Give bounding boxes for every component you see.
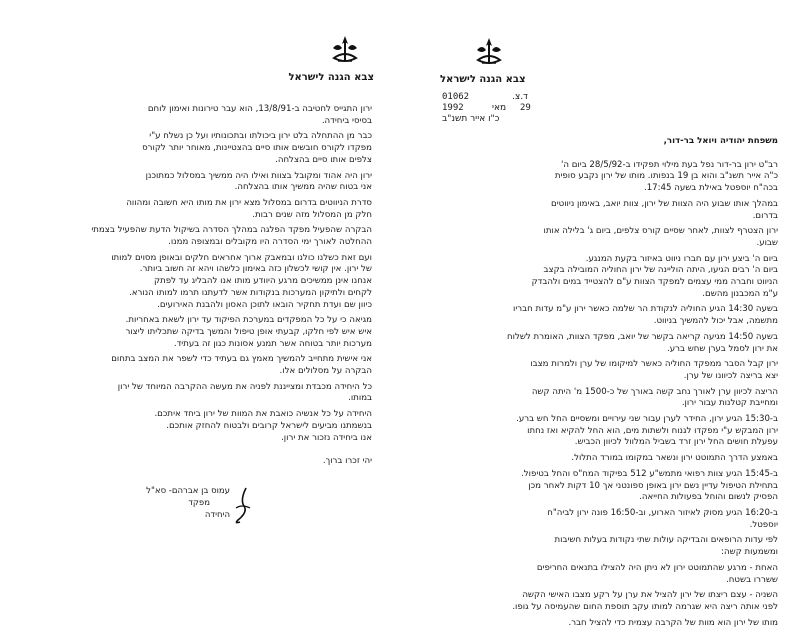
paragraph bbox=[432, 590, 778, 613]
text-line: כבר מן ההתחלה בלט ירון ביכולתו ובתכונותיו ועל כן נשלח ע"י bbox=[149, 131, 372, 142]
text-line: במותו. bbox=[348, 393, 372, 404]
text-line: בכה"ח יוספטל באילת בשעה 17:45. bbox=[643, 183, 778, 194]
text-line: ב-16:20 הגיע מסוק לאיזור הארוע, וב-16:50 פונה ירון לביה"ח bbox=[547, 507, 778, 518]
paragraph bbox=[432, 469, 778, 504]
salutation: משפחת יהודיה ויואל בר-דור, bbox=[663, 136, 778, 146]
text-line: בשעה 14:30 הגיע החוליה לנקודת הר שלמה כאשר ירון ע"מ עדות חבריו bbox=[513, 304, 778, 315]
text-line: ירון המבקש ע"י מפקדו לגנוח ולשתות מים, הוא החל להקיא ואז נחתו bbox=[527, 425, 778, 436]
paragraph bbox=[40, 253, 372, 312]
text-line: מתשמה, אבל יכול להמשיך בניווט. bbox=[653, 316, 778, 327]
text-line: ששררו בשטח. bbox=[726, 574, 778, 585]
text-line: ההחלטה לאורך ימי הסדרה היו מקובלים ובמצופה ממנו. bbox=[168, 237, 372, 248]
text-line: ב-15:45 הגיע צוות רפואי מתמש"ע 512 בפיקוד המח"ס והחל בטיפול. bbox=[521, 468, 778, 479]
text-line: רב"ט ירון בר-דור נפל בעת מילוי תפקידו ב-28/5/92 ביום ה' bbox=[561, 159, 778, 170]
text-line: אני בטוח שהיה ממשיך אותו בהצלחה. bbox=[234, 182, 372, 193]
text-line: במהלך אותו שבוע היה הצוות של ירון, צוות יואב, באימון ניווטים bbox=[551, 198, 778, 209]
letter-page-right bbox=[400, 0, 800, 628]
paragraph bbox=[432, 453, 778, 465]
text-line: ומחייבת קטלנות עבור ירון. bbox=[681, 398, 778, 409]
text-line: ע"מ המכבנון מהשם. bbox=[702, 288, 778, 299]
text-line: יוספטל. bbox=[749, 519, 778, 530]
paragraph bbox=[40, 171, 372, 194]
paragraph bbox=[432, 254, 778, 301]
paragraph bbox=[432, 359, 778, 382]
text-line: כ"ה אייר תשנ"ב והוא בן 19 בנפותו. מותו של ירון נקבע סופית bbox=[554, 171, 778, 182]
text-line: לפני אותה ריצה היא שגרמה למותו עקב תוספת החום שהעמיסה על גופו. bbox=[512, 601, 778, 612]
text-line: עפעלת חושים החל ירון זרד בשביל המלוול לכיוון הכביש. bbox=[574, 437, 778, 448]
text-line: מגיאה כי על כל המפקדים במערכת הפיקוד עד ירון לשאת באחריות. bbox=[125, 315, 372, 326]
paragraph bbox=[40, 382, 372, 405]
paragraph bbox=[432, 160, 778, 195]
text-line: היחידה על כל אנשיה כואבת את המוות של ירון ביחד איתכם. bbox=[154, 409, 372, 420]
idf-emblem-icon bbox=[330, 34, 360, 68]
text-line: ב-15:30 הגיע ירון, החידר לערן עבור שני עירויים ומשסיים החל חש ברע. bbox=[516, 414, 778, 425]
signature-block bbox=[146, 486, 230, 520]
text-line: ירון קבל הסבר ממפקד החוליה כאשר למיקומו של ערן ולמרות מצבו bbox=[530, 359, 778, 370]
text-line: אני אישית מתחייב להמשיך מאמץ גם בעתיד כדי לשפר את המצב בתחום bbox=[111, 354, 372, 365]
text-line: ועם זאת כשלנו כולנו ובמאבק ארוך אחראים חלקים ובאופן מסוים למותו bbox=[111, 252, 372, 263]
text-line: האחת - מרגע שהתמוטט ירון לא ניתן היה להצילו בתנאים החריפים bbox=[536, 562, 778, 573]
text-line: ביום ה' רבים הגיעו, היתה הוליינה של ירון החוליה המובילה בקצב bbox=[543, 265, 778, 276]
paragraph bbox=[432, 304, 778, 327]
doc-number bbox=[442, 92, 469, 102]
text-line: בשעה 14:50 מגיעה קריאה בקשר של יואב, מפקד הצוות, האומרת לשלוח bbox=[507, 331, 778, 342]
signer-name: עמוס בן אברהם- סא"ל bbox=[146, 486, 230, 496]
text-line: השניה - עצם ריצתו של ירון להציל את ערן על רקע מצבו האישי הקשה bbox=[522, 590, 778, 601]
text-line: בתחילת הטיפול עדיין נשם ירון באופן ספונטני אך 10 דקות לאחר מכן bbox=[528, 480, 778, 491]
text-line: מפקדו לקורס חובשים אותו סיים בהצטיינות, מאוחר יותר לקורס bbox=[142, 143, 372, 154]
paragraph bbox=[432, 226, 778, 249]
text-line: חלק מן המסלול מזה שנים רבות. bbox=[252, 209, 372, 220]
paragraph bbox=[432, 414, 778, 449]
handwritten-signature bbox=[226, 486, 256, 526]
text-line: הבקרה שהפעיל מפקד הפלגה במהלך הסדרה בשיקול הדעת שהפעיל בצמתי bbox=[91, 225, 372, 236]
letter-page-left bbox=[0, 0, 400, 600]
hebrew-date: כ"ו אייר תשנ"ב bbox=[442, 114, 500, 124]
text-line: מותו של ירון הוא מוות של הקרבה עצמית כדי להציל חבר. bbox=[568, 617, 778, 628]
doc-number-value: 01062 bbox=[442, 92, 470, 102]
text-line: הריצה לכיוון ערן לאורך נחב קשה באורך של כ-1500 מ' היתה קשה bbox=[531, 386, 778, 397]
text-line: ביום ה' ביצע ירון עם חברו ניווט באיזור בקעת המנגע. bbox=[585, 253, 778, 264]
text-line: ירון היה אהוד ומקובל בצוות ואילו היה ממשיך במסלול כמתוכנן bbox=[145, 170, 372, 181]
paragraph bbox=[40, 131, 372, 166]
paragraph bbox=[40, 198, 372, 221]
paragraph bbox=[432, 618, 778, 630]
signer-unit: היחידה bbox=[204, 510, 230, 520]
text-line: בנשמתנו מביעים לישראל קרובים ולבטוח להחזק אותכם. bbox=[166, 420, 372, 431]
text-line: סדרת הניווטים בדרום במסלול מצא ירון את מותו היא חשובה ומהווה bbox=[126, 197, 372, 208]
text-line: צלפים אותו סיים בהצלחה. bbox=[275, 154, 372, 165]
text-line: באמצע הדרך התמוטט ירון ונשאר במקומו במורד התלול. bbox=[571, 453, 778, 464]
text-line: ירון התגייס לחטיבה ב-13/8/91, הוא עבר טירונות ואימון לוחם bbox=[147, 104, 372, 114]
text-line: את ירון לסמל בערן שחש ברע. bbox=[667, 343, 778, 354]
paragraph bbox=[40, 409, 372, 444]
date-day: 29 bbox=[520, 103, 531, 113]
paragraph bbox=[432, 563, 778, 586]
paragraph bbox=[40, 354, 372, 377]
paragraph bbox=[40, 225, 372, 248]
org-title: צבא הגנה לישראל bbox=[440, 74, 526, 85]
text-line: לקחים ולתיקון המערכות בנקודות אשר לדעתנו תרמו למותו הנורא. bbox=[129, 287, 372, 298]
text-line: יצא בריצה לכיוונו של ערן. bbox=[683, 370, 778, 381]
text-line: שבוע. bbox=[756, 237, 778, 248]
paragraph bbox=[432, 199, 778, 222]
paragraph bbox=[432, 535, 778, 558]
text-line: כל היחידה מכבדת ומצייננת לפניה את מעשה ההקרבה המיוחד של ירון bbox=[117, 381, 372, 392]
date-month: מאי bbox=[492, 103, 507, 113]
letter-body-left bbox=[40, 104, 372, 468]
text-line: לפי עדות הרופאים והבדיקה עולות שתי נקודות בעלות חשיבות bbox=[554, 535, 778, 546]
paragraph bbox=[40, 104, 372, 127]
text-line: ומשמעות קשה: bbox=[721, 547, 778, 558]
letter-body-right bbox=[432, 136, 778, 633]
text-line: מערכות יותר בטוחה אשר תמנע אסונות כגון זה בעתיד. bbox=[173, 338, 372, 349]
paragraph bbox=[432, 508, 778, 531]
text-line: כיוון שם ועדת תחקיר הובאו לתוכן האסון ולהבנת האירועים. bbox=[157, 299, 372, 310]
signer-role: מפקד bbox=[188, 498, 210, 508]
paragraph bbox=[432, 332, 778, 355]
text-line: בסיסי ביחידה. bbox=[321, 115, 372, 126]
idf-emblem-icon bbox=[474, 36, 504, 70]
text-line: הפסיק לנשום והוחל בפעולות החייאה. bbox=[639, 492, 778, 503]
org-title: צבא הגנה לישראל bbox=[288, 72, 374, 83]
date-year: 1992 bbox=[442, 103, 464, 113]
text-line: הניווט וחברה ממי עצמים למפקד הצוות ע"ם להצטייד במים ולהבדק bbox=[531, 277, 778, 288]
paragraph bbox=[432, 387, 778, 410]
text-line: הבקרה על מסלולים אלו. bbox=[279, 366, 372, 377]
closing-line: יהי זכרו ברוך. bbox=[322, 456, 372, 467]
paragraph bbox=[40, 315, 372, 350]
text-line: של ירון. אין קושי לכשלון כזה באימון כלשהו ויהא זה חשוב ביותר. bbox=[139, 264, 372, 275]
text-line: אנחנו אינן ממשיכים מרגע היוודע מותו אנו להבליג עד לפתק bbox=[154, 276, 372, 287]
doc-number-label: ד.צ. bbox=[512, 92, 528, 102]
text-line: בדרום. bbox=[752, 210, 778, 221]
text-line: איש איש לפי חלקו, קבעתי אופן טיפול והמשך בדיקה שתכליתו ליצור bbox=[125, 326, 372, 337]
text-line: אנו ביחידה נזכור את ירון. bbox=[281, 432, 372, 443]
text-line: ירון הצטרף לצוות, לאחר שסיים קורס צלפים, ביום ג' בלילה אותו bbox=[543, 226, 778, 237]
